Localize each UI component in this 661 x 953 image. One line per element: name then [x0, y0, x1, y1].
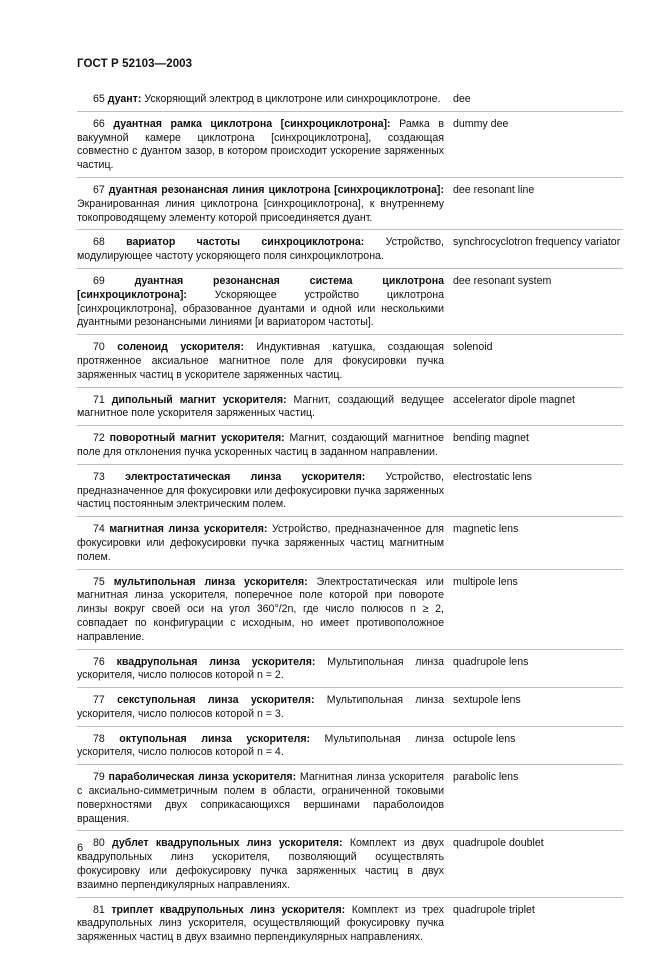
term-name: дипольный магнит ускорителя: — [111, 393, 287, 406]
term-entry — [77, 234, 623, 269]
term-english: octupole lens — [453, 732, 516, 745]
term-entry — [77, 430, 623, 465]
term-english: multipole lens — [453, 575, 518, 588]
term-entry — [77, 116, 623, 178]
term-name: квадрупольная линза ускорителя: — [116, 655, 316, 668]
term-text: Ускоряющий электрод в циклотроне или синхроциклотроне. — [144, 93, 441, 105]
term-entry — [77, 574, 623, 650]
term-entry — [77, 182, 623, 230]
term-text: Рамка в вакуумной камере циклотрона [синхроциклотрона], создающая совместно с дуантом зазор, в котором происходит ускорение заряженных частиц. — [77, 117, 444, 172]
term-text: Комплект из двух квадрупольных линз ускорителя, позволяющий осуществлять фокусировку или дефокусировку пучка заряженных частиц в двух взаимно перпендикулярных направлениях. — [77, 837, 445, 891]
term-definition — [77, 93, 444, 107]
term-entry — [77, 769, 623, 831]
term-english: dee resonant line — [453, 183, 535, 196]
term-entry — [77, 902, 623, 949]
term-text: Устройство, предназначенное для фокусировки или дефокусировки пучка заряженных частиц постоянным электрическим полем. — [77, 470, 444, 511]
term-text: Экранированная линия циклотрона [синхроциклотрона], к внутреннему токопроводящему элементу которой присоединяется дуант. — [77, 197, 444, 224]
term-english: quadrupole doublet — [453, 837, 544, 850]
terms-list — [77, 91, 623, 953]
term-entry — [77, 339, 623, 387]
term-definition — [77, 904, 444, 945]
term-english: quadrupole triplet — [453, 903, 535, 916]
term-number: 70 — [93, 341, 105, 354]
term-number: 75 — [93, 575, 105, 588]
term-number: 74 — [93, 523, 105, 536]
term-english: accelerator dipole magnet — [453, 393, 575, 406]
term-definition — [77, 118, 444, 173]
term-english: quadrupole lens — [453, 655, 529, 668]
term-number: 65 — [93, 93, 105, 105]
term-definition — [77, 394, 444, 422]
term-name: соленоид ускорителя: — [117, 341, 244, 354]
term-name: магнитная линза ускорителя: — [109, 523, 268, 536]
term-entry — [77, 654, 623, 689]
term-definition — [77, 341, 444, 382]
term-number: 77 — [93, 694, 105, 707]
term-name: дуантная рамка циклотрона [синхроциклотрона]: — [113, 117, 391, 130]
term-definition — [77, 275, 444, 330]
term-english: bending magnet — [453, 432, 529, 445]
term-entry — [77, 273, 623, 335]
term-definition — [77, 184, 444, 225]
term-english: parabolic lens — [453, 771, 519, 784]
term-entry — [77, 731, 623, 766]
term-english: magnetic lens — [453, 523, 519, 536]
term-text: Магнитная линза ускорителя с аксиально-симметричным полем в области, ограниченной токовыми поверхностями двух соприкасающихся вершинами параболоидов вращения. — [77, 771, 444, 825]
term-name: параболическая линза ускорителя: — [108, 771, 297, 784]
term-number: 68 — [93, 236, 105, 249]
term-english: sextupole lens — [453, 694, 521, 707]
term-number: 73 — [93, 470, 105, 483]
term-entry — [77, 521, 623, 569]
term-number: 78 — [93, 732, 105, 745]
term-text: Устройство, модулирующее частоту ускоряющего поля синхроциклотрона. — [77, 236, 444, 263]
term-definition — [77, 837, 444, 892]
term-name: секступольная линза ускорителя: — [117, 694, 315, 707]
term-number: 80 — [93, 837, 105, 850]
term-entry — [77, 469, 623, 517]
term-entry — [77, 91, 623, 112]
term-definition — [77, 656, 444, 684]
term-number: 76 — [93, 655, 105, 668]
term-english: electrostatic lens — [453, 470, 532, 483]
term-text: Мультипольная линза ускорителя, число полюсов которой n = 3. — [77, 694, 444, 720]
term-definition — [77, 471, 444, 512]
term-text: Магнит, создающий магнитное поле для отклонения пучка ускоренных частиц в заданном направлении. — [77, 432, 444, 458]
term-name: вариатор частоты синхроциклотрона: — [126, 236, 365, 249]
term-number: 79 — [93, 771, 105, 784]
term-name: дуантная резонансная система циклотрона [синхроциклотрона]: — [77, 274, 444, 301]
term-name: электростатическая линза ускорителя: — [125, 470, 366, 483]
term-number: 67 — [93, 183, 105, 196]
term-number: 66 — [93, 117, 105, 130]
term-english: dummy dee — [453, 117, 509, 130]
document-header: ГОСТ Р 52103—2003 — [77, 58, 193, 70]
term-name: дуантная резонансная линия циклотрона [синхроциклотрона]: — [108, 183, 444, 196]
term-name: октупольная линза ускорителя: — [119, 732, 311, 745]
term-english: solenoid — [453, 341, 493, 354]
page-number: 6 — [77, 842, 84, 854]
term-english: dee — [453, 93, 471, 105]
term-entry — [77, 835, 623, 897]
term-entry — [77, 692, 623, 727]
term-definition — [77, 236, 444, 264]
term-text: Магнит, создающий ведущее магнитное поле ускорителя заряженных частиц. — [77, 393, 444, 420]
term-text: Ускоряющее устройство циклотрона [синхроциклотрона], образованное дуантами и одной или несколькими дуантными резонансными линиями [и вариатором частоты]. — [77, 288, 444, 329]
term-english: dee resonant system — [453, 274, 552, 287]
term-name: дублет квадрупольных линз ускорителя: — [112, 837, 343, 850]
term-english: synchrocyclotron frequency variator — [453, 236, 621, 249]
term-number: 72 — [93, 432, 105, 445]
term-text: Устройство, предназначенное для фокусировки или дефокусировки пучка заряженных частиц магнитным полем. — [77, 523, 445, 563]
term-number: 71 — [93, 393, 105, 406]
term-entry — [77, 392, 623, 427]
term-definition — [77, 523, 444, 564]
term-name: поворотный магнит ускорителя: — [109, 432, 285, 445]
term-definition — [77, 432, 444, 460]
term-text: Комплект из трех квадрупольных линз ускорителя, осуществляющий фокусировку пучка заряженных частиц в двух взаимно перпендикулярных направлениях. — [77, 903, 444, 944]
term-text: Индуктивная катушка, создающая протяженное аксиальное магнитное поле для фокусировки пучка заряженных частиц в ускорителе заряженных частиц. — [77, 341, 444, 381]
term-definition — [77, 694, 444, 722]
term-name: дуант: — [107, 93, 142, 105]
term-definition — [77, 576, 444, 645]
term-text: Электростатическая или магнитная линза ускорителя, поперечное поле которой при повороте линзы вокруг своей оси на угол 360°/2n, где число полюсов n ≥ 2, совпадает по конфигурации с исходным, но имеет противоположное направление. — [77, 575, 444, 643]
term-number: 69 — [93, 274, 105, 287]
term-number: 81 — [93, 903, 105, 916]
term-definition — [77, 733, 444, 761]
term-name: мультипольная линза ускорителя: — [113, 575, 308, 588]
term-name: триплет квадрупольных линз ускорителя: — [111, 903, 346, 916]
term-text: Мультипольная линза ускорителя, число полюсов которой n = 2. — [77, 655, 444, 682]
term-text: Мультипольная линза ускорителя, число полюсов которой n = 4. — [77, 732, 444, 759]
term-definition — [77, 771, 444, 826]
